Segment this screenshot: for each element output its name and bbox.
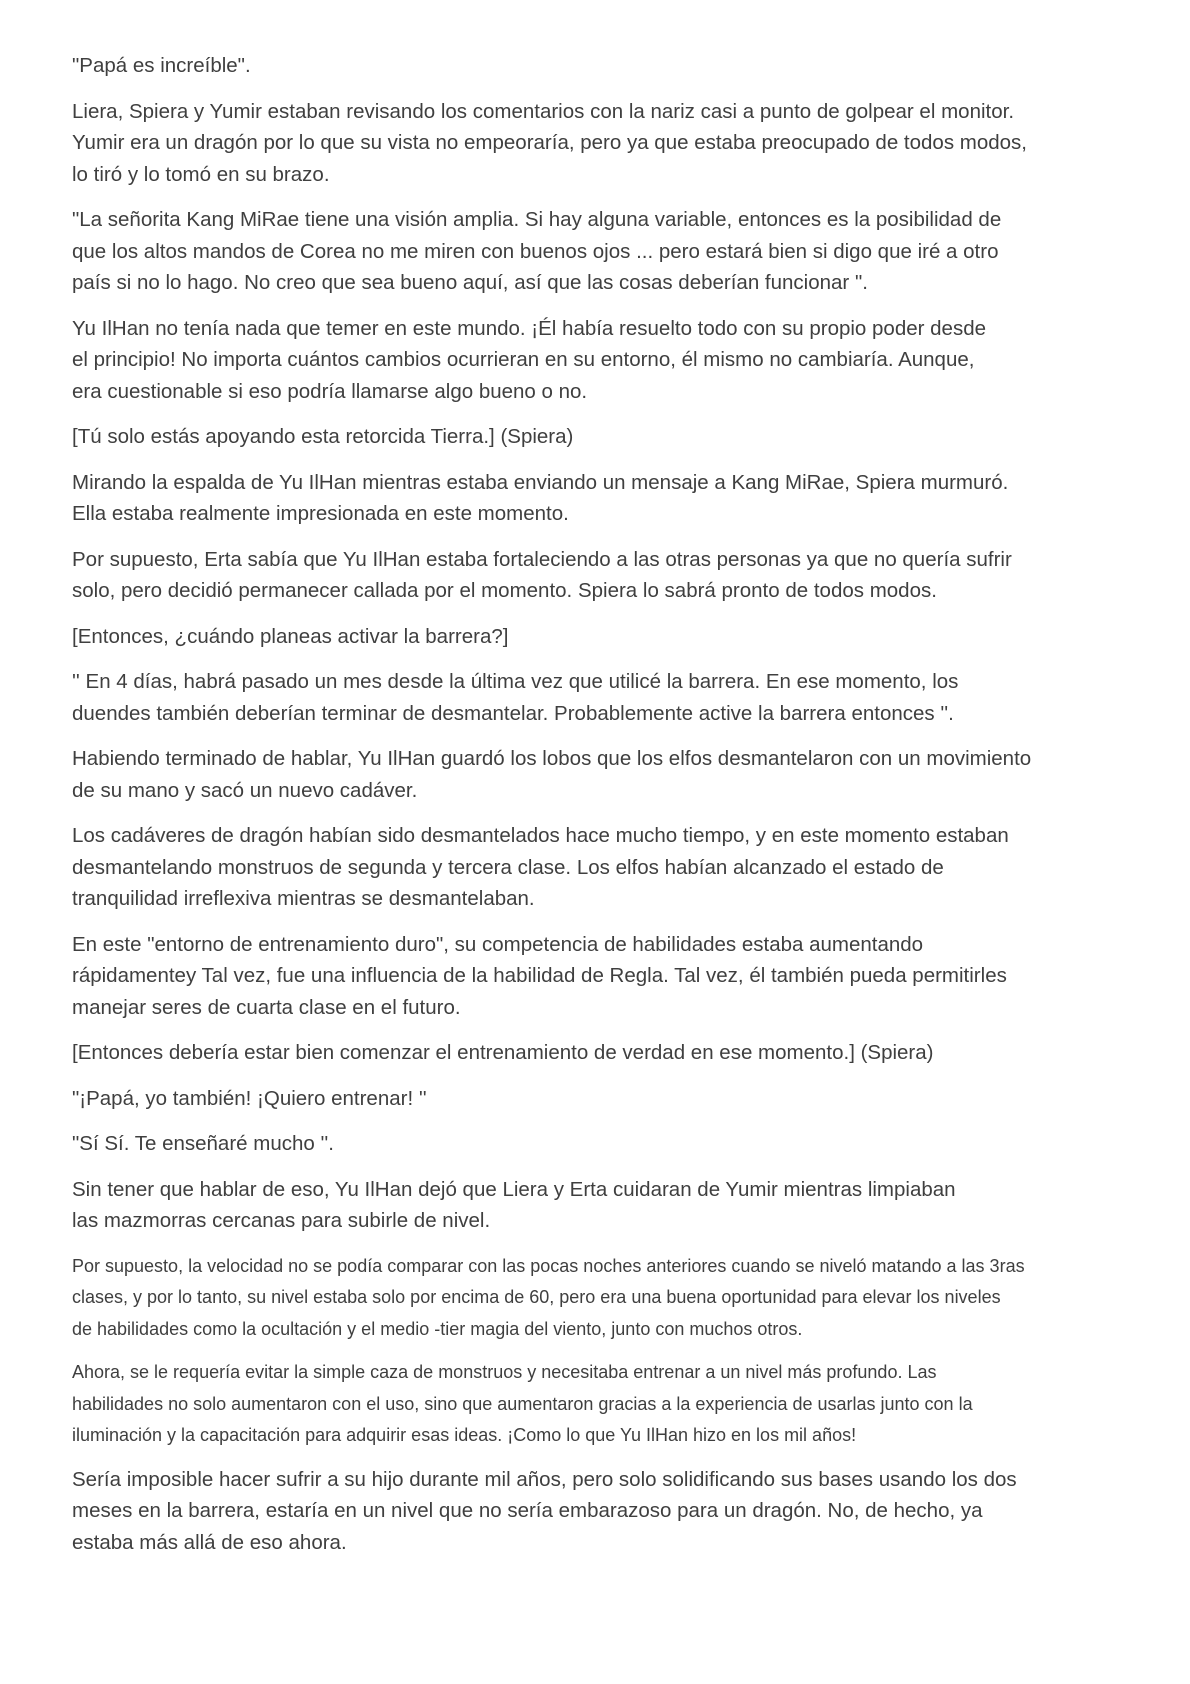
text-line: "Sí Sí. Te enseñaré mucho ''.	[72, 1132, 335, 1155]
text-line: Yu IlHan no tenía nada que temer en este mundo. ¡Él había resuelto todo con su propio poder desde	[72, 316, 987, 340]
text-line: solo, pero decidió permanecer callada por el momento. Spiera lo sabrá pronto de todos modos.	[72, 579, 937, 602]
text-line: clases, y por lo tanto, su nivel estaba solo por encima de 60, pero era una buena oportunidad para elevar los niveles	[72, 1287, 1001, 1307]
text-line: lo tiró y lo tomó en su brazo.	[72, 162, 330, 186]
text-line: "Papá es increíble".	[72, 54, 251, 77]
paragraph	[72, 313, 1132, 408]
text-line: habilidades no solo aumentaron con el uso, sino que aumentaron gracias a la experiencia de usarlas junto con la	[72, 1393, 973, 1414]
text-line: "¡Papá, yo también! ¡Quiero entrenar! ''	[72, 1086, 427, 1110]
text-line: Sin tener que hablar de eso, Yu IlHan dejó que Liera y Erta cuidaran de Yumir mientras limpiaban	[72, 1177, 956, 1201]
text-line: era cuestionable si eso podría llamarse algo bueno o no.	[72, 379, 588, 403]
paragraph	[72, 204, 1132, 299]
text-line: de su mano y sacó un nuevo cadáver.	[72, 778, 418, 802]
paragraph	[72, 1128, 1132, 1160]
text-line: [Tú solo estás apoyando esta retorcida Tierra.] (Spiera)	[72, 425, 574, 448]
paragraph	[72, 96, 1132, 191]
text-line: Mirando la espalda de Yu IlHan mientras estaba enviando un mensaje a Kang MiRae, Spiera murmuró.	[72, 470, 1009, 494]
text-line: que los altos mandos de Corea no me miren con buenos ojos ... pero estará bien si digo que iré a otro	[72, 239, 999, 263]
paragraph	[72, 929, 1132, 1024]
document-page	[72, 50, 1132, 1572]
paragraph	[72, 467, 1132, 530]
paragraph	[72, 50, 1132, 82]
text-line: de habilidades como la ocultación y el medio -tier magia del viento, junto con muchos otros.	[72, 1318, 803, 1339]
text-line: En este "entorno de entrenamiento duro", su competencia de habilidades estaba aumentando	[72, 932, 924, 956]
paragraph	[72, 1464, 1132, 1559]
paragraph	[72, 743, 1132, 806]
paragraph	[72, 1251, 1132, 1346]
text-line: meses en la barrera, estaría en un nivel que no sería embarazoso para un dragón. No, de hecho, ya	[72, 1499, 983, 1522]
text-line: Ahora, se le requería evitar la simple caza de monstruos y necesitaba entrenar a un nivel más profundo. Las	[72, 1362, 937, 1382]
text-line: rápidamentey Tal vez, fue una influencia de la habilidad de Regla. Tal vez, él también pueda permitirles	[72, 964, 1007, 987]
paragraph	[72, 621, 1132, 653]
text-line: '' En 4 días, habrá pasado un mes desde la última vez que utilicé la barrera. En ese momento, los	[72, 670, 959, 693]
paragraph	[72, 421, 1132, 453]
text-line: duendes también deberían terminar de desmantelar. Probablemente active la barrera entonces ''.	[72, 701, 954, 725]
paragraph	[72, 1037, 1132, 1069]
text-line: el principio! No importa cuántos cambios ocurrieran en su entorno, él mismo no cambiaría. Aunque,	[72, 348, 975, 371]
text-line: Por supuesto, Erta sabía que Yu IlHan estaba fortaleciendo a las otras personas ya que no quería sufrir	[72, 547, 1012, 571]
text-line: estaba más allá de eso ahora.	[72, 1530, 347, 1554]
text-line: Ella estaba realmente impresionada en este momento.	[72, 502, 569, 525]
paragraph	[72, 1357, 1132, 1452]
text-line: las mazmorras cercanas para subirle de nivel.	[72, 1209, 491, 1232]
text-line: tranquilidad irreflexiva mientras se desmantelaban.	[72, 887, 535, 910]
text-line: "La señorita Kang MiRae tiene una visión amplia. Si hay alguna variable, entonces es la posibilidad de	[72, 208, 1002, 231]
text-line: manejar seres de cuarta clase en el futuro.	[72, 995, 461, 1019]
paragraph	[72, 1174, 1132, 1237]
text-line: [Entonces debería estar bien comenzar el entrenamiento de verdad en ese momento.] (Spiera)	[72, 1041, 934, 1064]
text-line: Yumir era un dragón por lo que su vista no empeoraría, pero ya que estaba preocupado de todos modos,	[72, 131, 1028, 154]
text-line: Habiendo terminado de hablar, Yu IlHan guardó los lobos que los elfos desmantelaron con un movimiento	[72, 747, 1032, 770]
text-line: Por supuesto, la velocidad no se podía comparar con las pocas noches anteriores cuando se niveló matando a las 3ras	[72, 1255, 1025, 1276]
paragraph	[72, 666, 1132, 729]
text-line: iluminación y la capacitación para adquirir esas ideas. ¡Como lo que Yu IlHan hizo en los mil años!	[72, 1425, 857, 1445]
text-line: Los cadáveres de dragón habían sido desmantelados hace mucho tiempo, y en este momento estaban	[72, 824, 1009, 847]
text-line: [Entonces, ¿cuándo planeas activar la barrera?]	[72, 624, 509, 648]
text-line: país si no lo hago. No creo que sea bueno aquí, así que las cosas deberían funcionar ".	[72, 271, 868, 294]
text-line: Sería imposible hacer sufrir a su hijo durante mil años, pero solo solidificando sus bases usando los dos	[72, 1467, 1017, 1491]
paragraph	[72, 544, 1132, 607]
paragraph	[72, 820, 1132, 915]
text-line: desmantelando monstruos de segunda y tercera clase. Los elfos habían alcanzado el estado de	[72, 855, 944, 879]
paragraph	[72, 1083, 1132, 1115]
text-line: Liera, Spiera y Yumir estaban revisando los comentarios con la nariz casi a punto de golpear el monitor.	[72, 99, 1015, 123]
